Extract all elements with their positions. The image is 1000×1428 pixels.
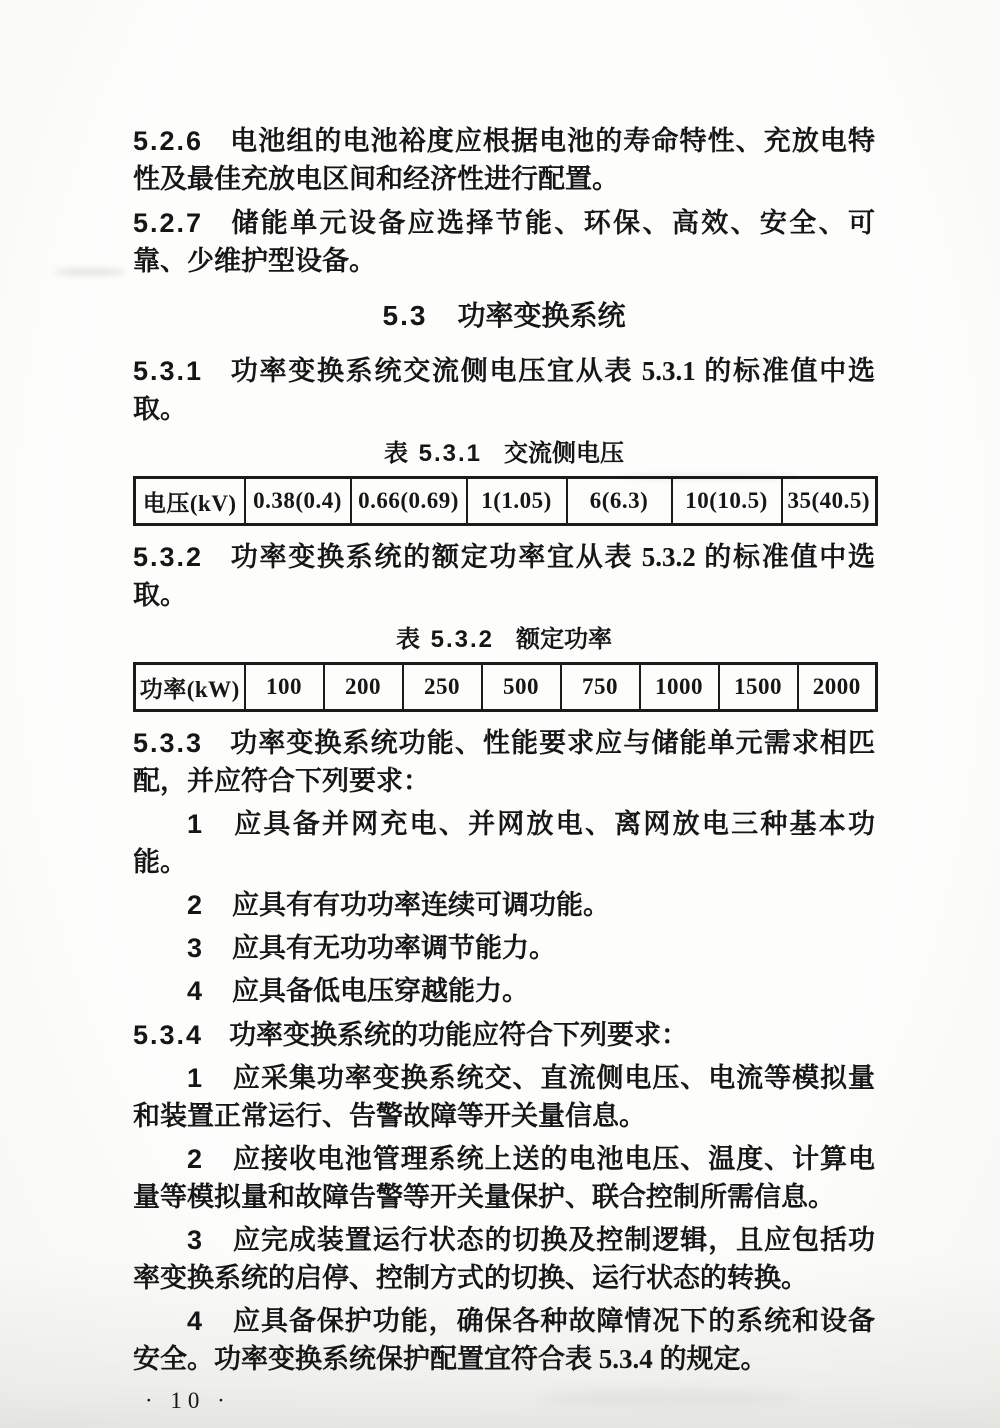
table-5-3-2-title	[133, 623, 875, 657]
table-cell: 35(40.5)	[782, 478, 877, 525]
clause-5-3-3-item-3	[133, 929, 875, 967]
clause-text: 功率变换系统功能、性能要求应与储能单元需求相匹配，并应符合下列要求：	[133, 728, 875, 796]
item-number: 3	[187, 933, 203, 963]
table-cell: 500	[482, 664, 561, 711]
table-cell: 1500	[719, 664, 798, 711]
clause-number: 5.3.4	[133, 1020, 204, 1050]
clause-5-3-2	[133, 538, 875, 614]
table-cell: 250	[403, 664, 482, 711]
footer-page-number: · 10 ·	[145, 1388, 231, 1413]
table-row	[135, 664, 877, 711]
clause-5-3-4-item-4	[133, 1302, 875, 1378]
item-number: 4	[187, 976, 203, 1006]
table-5-3-2	[133, 662, 878, 712]
table-cell: 2000	[798, 664, 877, 711]
table-cell: 100	[245, 664, 324, 711]
section-number: 5.3	[382, 300, 428, 331]
page-content	[133, 122, 875, 1414]
table-caption: 额定功率	[516, 626, 613, 653]
clause-number: 5.3.1	[133, 356, 204, 386]
item-number: 4	[187, 1306, 203, 1336]
clause-number: 5.2.6	[133, 126, 204, 156]
clause-5-2-7	[133, 204, 875, 280]
clause-5-3-4	[133, 1016, 875, 1054]
clause-number: 5.3.2	[133, 542, 204, 572]
table-row	[135, 478, 877, 525]
clause-5-3-3	[133, 724, 875, 800]
clause-text: 功率变换系统的功能应符合下列要求：	[229, 1020, 689, 1050]
clause-5-3-3-item-1	[133, 805, 875, 881]
table-cell: 功率(kW)	[135, 664, 245, 711]
table-cell: 电压(kV)	[135, 478, 245, 525]
item-text: 应采集功率变换系统交、直流侧电压、电流等模拟量和装置正常运行、告警故障等开关量信息。	[133, 1063, 875, 1131]
table-cell: 0.66(0.69)	[351, 478, 467, 525]
table-label: 表 5.3.1	[383, 440, 483, 467]
clause-text: 电池组的电池裕度应根据电池的寿命特性、充放电特性及最佳充放电区间和经济性进行配置。	[133, 126, 875, 194]
table-cell: 200	[324, 664, 403, 711]
clause-5-3-1	[133, 352, 875, 428]
item-text: 应完成装置运行状态的切换及控制逻辑，且应包括功率变换系统的启停、控制方式的切换、运行状态的转换。	[133, 1225, 875, 1293]
item-number: 2	[187, 890, 203, 920]
clause-5-3-4-item-1	[133, 1059, 875, 1135]
table-caption: 交流侧电压	[504, 440, 625, 467]
scan-smudge	[55, 268, 125, 276]
item-number: 3	[187, 1225, 203, 1255]
table-5-3-1	[133, 476, 878, 526]
section-title: 功率变换系统	[457, 300, 626, 331]
clause-5-3-4-item-3	[133, 1221, 875, 1297]
clause-5-3-3-item-4	[133, 972, 875, 1010]
item-text: 应具有无功功率调节能力。	[232, 933, 557, 963]
table-cell: 1(1.05)	[467, 478, 567, 525]
item-number: 1	[187, 809, 203, 839]
item-text: 应具备并网充电、并网放电、离网放电三种基本功能。	[133, 809, 875, 877]
clause-5-2-6	[133, 122, 875, 198]
table-cell: 0.38(0.4)	[245, 478, 351, 525]
clause-text: 储能单元设备应选择节能、环保、高效、安全、可靠、少维护型设备。	[133, 208, 875, 276]
section-heading	[133, 296, 875, 336]
clause-5-3-4-item-2	[133, 1140, 875, 1216]
clause-number: 5.2.7	[133, 208, 204, 238]
table-cell: 10(10.5)	[672, 478, 782, 525]
table-5-3-1-title	[133, 437, 875, 471]
item-text: 应具备保护功能，确保各种故障情况下的系统和设备安全。功率变换系统保护配置宜符合表 5.3.4 的规定。	[133, 1306, 875, 1374]
item-number: 1	[187, 1063, 203, 1093]
table-cell: 1000	[640, 664, 719, 711]
table-label: 表 5.3.2	[395, 626, 495, 653]
item-number: 2	[187, 1144, 203, 1174]
table-cell: 750	[561, 664, 640, 711]
item-text: 应具备低电压穿越能力。	[232, 976, 530, 1006]
clause-text: 功率变换系统的额定功率宜从表 5.3.2 的标准值中选取。	[133, 542, 875, 610]
clause-5-3-3-item-2	[133, 886, 875, 924]
item-text: 应接收电池管理系统上送的电池电压、温度、计算电量等模拟量和故障告警等开关量保护、联合控制所需信息。	[133, 1144, 875, 1212]
item-text: 应具有有功功率连续可调功能。	[232, 890, 611, 920]
clause-text: 功率变换系统交流侧电压宜从表 5.3.1 的标准值中选取。	[133, 356, 875, 424]
table-cell: 6(6.3)	[567, 478, 672, 525]
clause-number: 5.3.3	[133, 728, 204, 758]
